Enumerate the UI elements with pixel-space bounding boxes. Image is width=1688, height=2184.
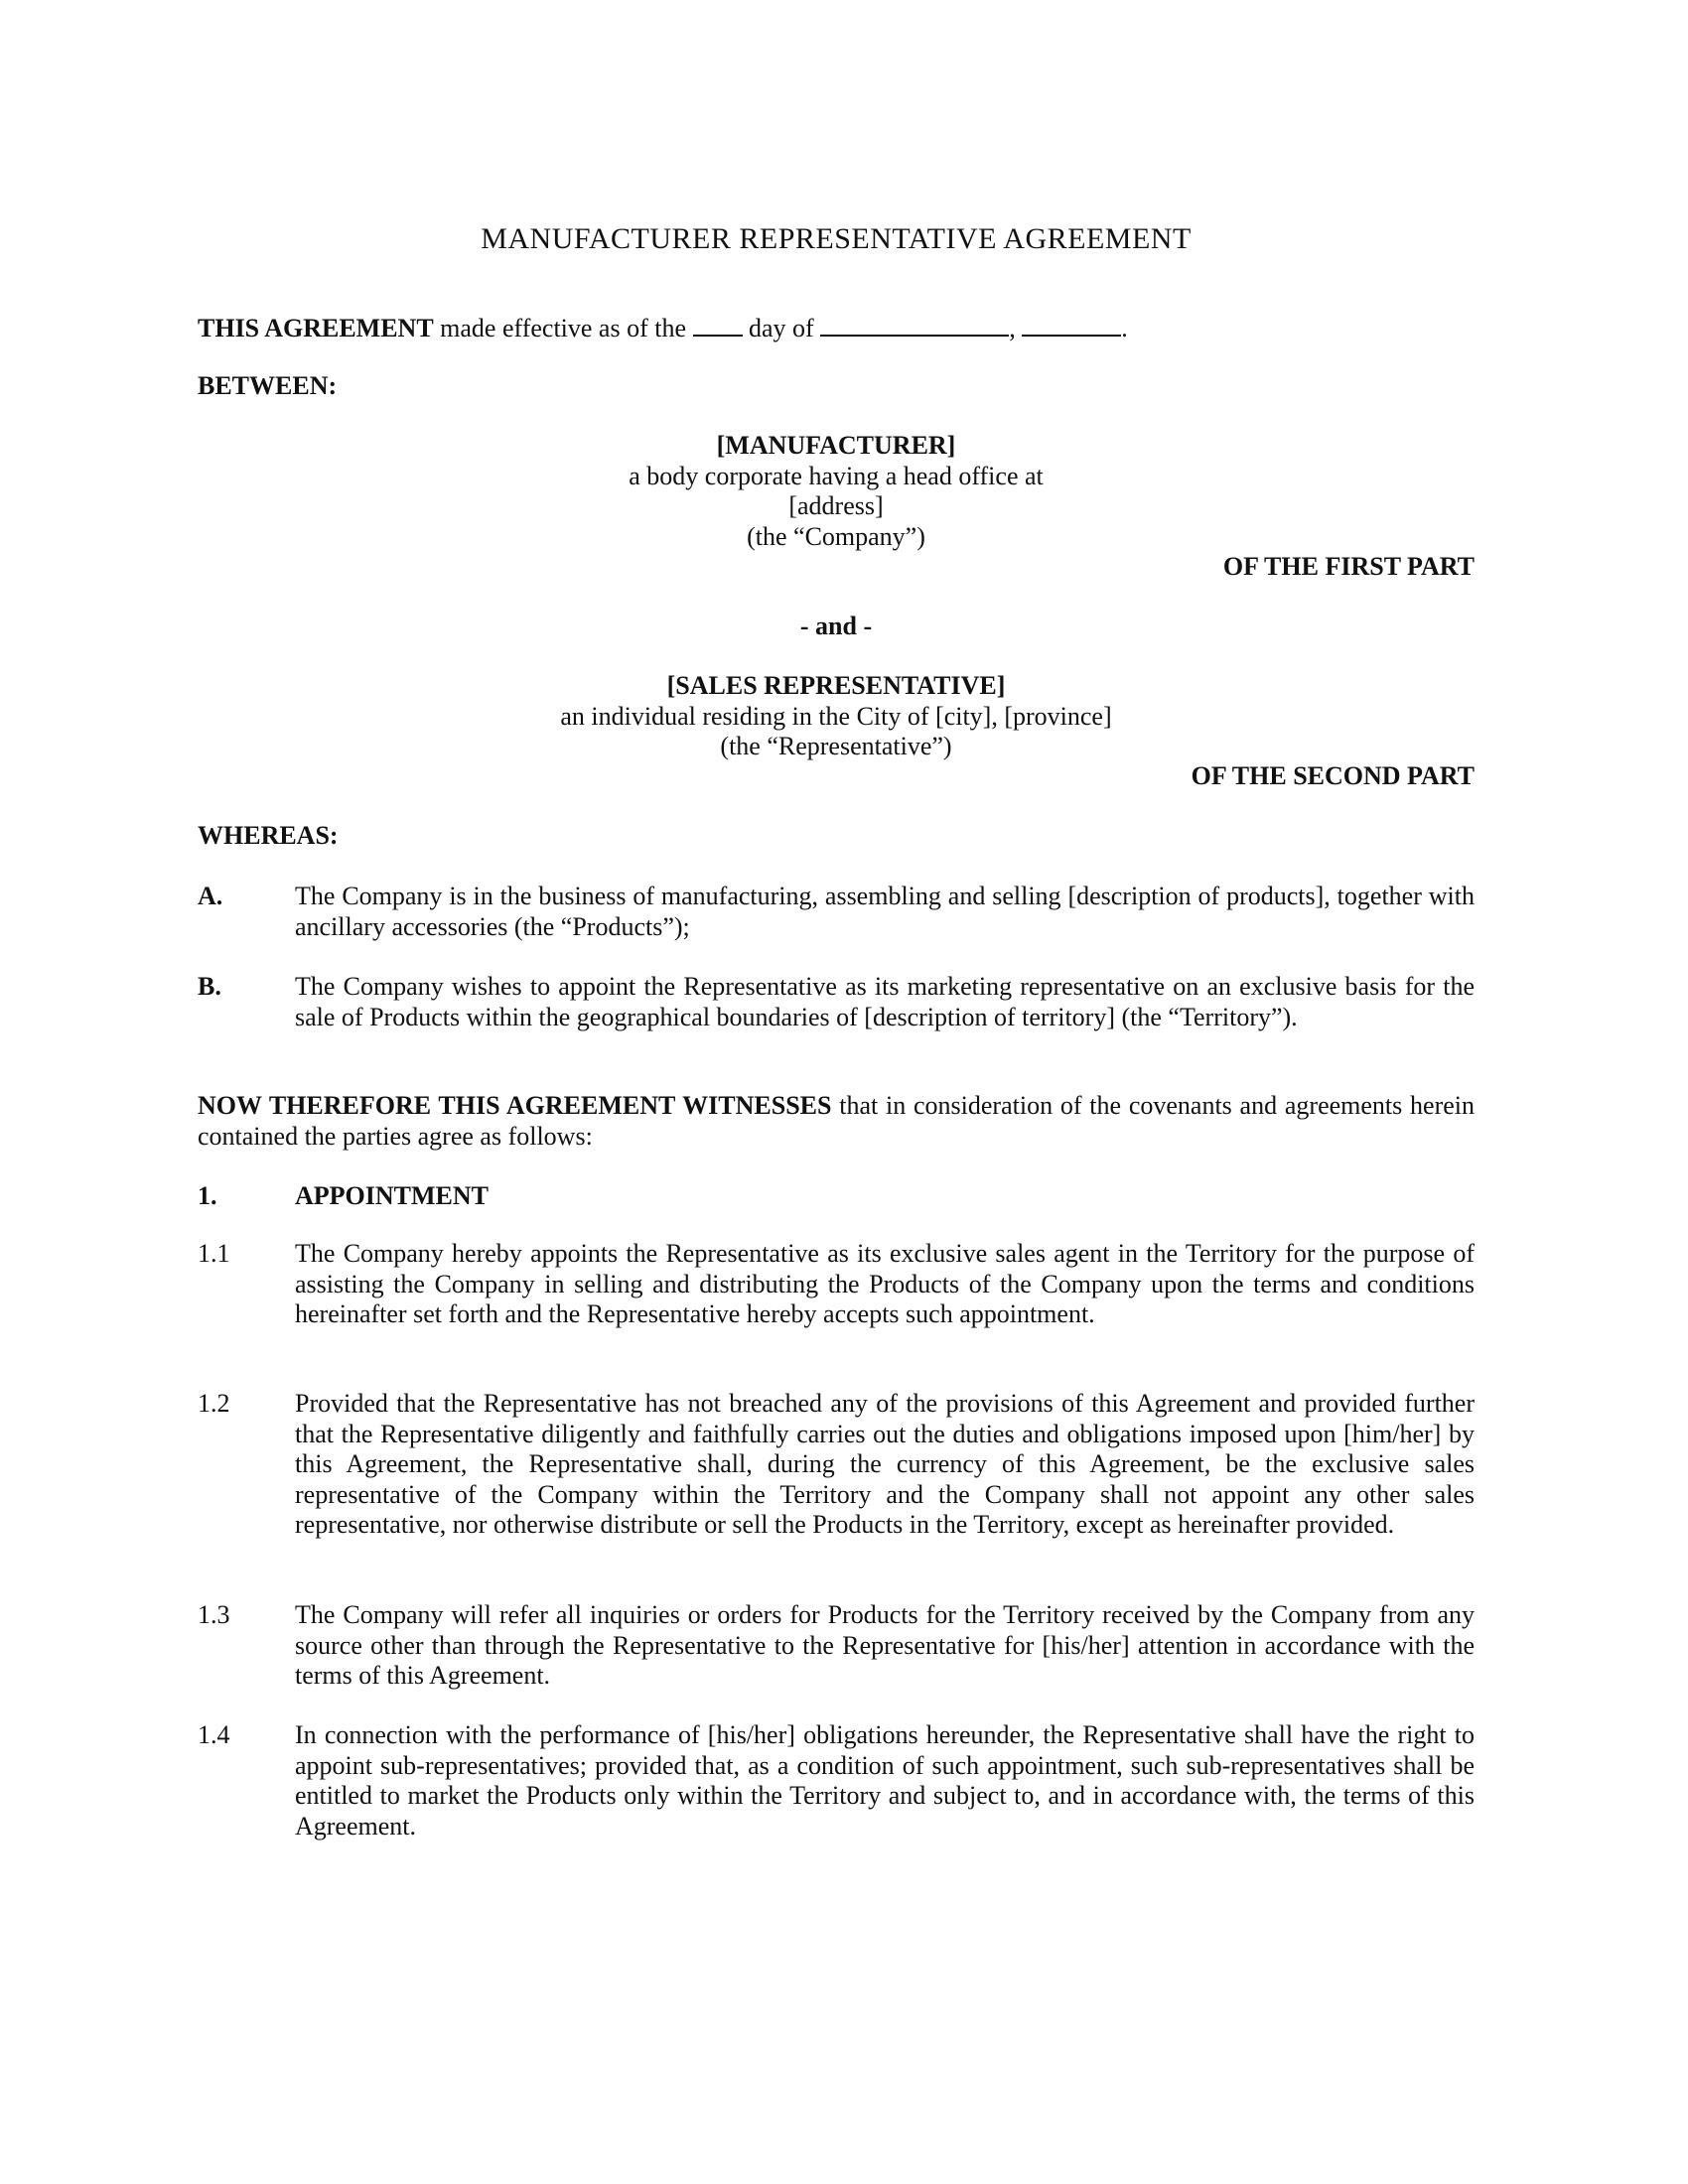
intro-period: . (1121, 314, 1128, 342)
witness-text: that in consideration of the covenants and agreements herein contained the parties agree as follows: (198, 1091, 1475, 1151)
day-blank[interactable] (693, 313, 743, 337)
recital-label: B. (198, 972, 221, 1001)
party2-line1: an individual residing in the City of [city], [province] (560, 701, 1112, 731)
and-separator: - and - (799, 612, 873, 640)
party1-line2: [address] (788, 491, 884, 520)
party2-block (198, 671, 1475, 762)
year-blank[interactable] (1022, 313, 1121, 337)
party2-line2: (the “Representative”) (720, 732, 952, 760)
clause-text: Provided that the Representative has not breached any of the provisions of this Agreement and provided further that the Representative diligently and faithfully carries out the duties and obligations imposed upon [him/her] by this Agreement, the Representative shall, during the currency of this Agreement, be the exclusive sales representative of the Company within the Territory and the Company shall not appoint any other sales representative, nor otherwise distribute or sell the Products in the Territory, except as hereinafter provided. (295, 1389, 1475, 1539)
recital-label: A. (198, 882, 223, 910)
clause-text: The Company will refer all inquiries or orders for Products for the Territory received by the Company from any source other than through the Representative to the Representative for [his/her] attention in accordance with the terms of this Agreement. (295, 1600, 1475, 1690)
month-blank[interactable] (820, 313, 1009, 337)
whereas-label: WHEREAS: (198, 821, 339, 850)
party1-name: [MANUFACTURER] (716, 431, 956, 460)
recital-text: The Company wishes to appoint the Representative as its marketing representative on an exclusive basis for the sale of Products within the geographical boundaries of [description of territory] (the “Territory”). (295, 972, 1475, 1031)
party1-part: OF THE FIRST PART (1222, 552, 1475, 581)
witness-paragraph (198, 1091, 1475, 1152)
party2-name: [SALES REPRESENTATIVE] (666, 671, 1006, 700)
intro-comma: , (1009, 314, 1016, 342)
witness-bold: NOW THEREFORE THIS AGREEMENT WITNESSES (198, 1091, 832, 1120)
party1-line1: a body corporate having a head office at (629, 461, 1044, 490)
intro-day-of: day of (749, 314, 814, 342)
clause-number: 1.4 (198, 1720, 230, 1749)
intro-line (198, 313, 1475, 344)
clause-number: 1.2 (198, 1389, 230, 1418)
intro-text: made effective as of the (440, 314, 687, 342)
document-title: MANUFACTURER REPRESENTATIVE AGREEMENT (481, 222, 1192, 255)
intro-bold: THIS AGREEMENT (198, 314, 434, 342)
party1-line3: (the “Company”) (747, 521, 925, 551)
clause-number: 1.1 (198, 1239, 230, 1268)
section-heading: APPOINTMENT (295, 1181, 489, 1210)
between-label: BETWEEN: (198, 371, 338, 400)
clause-text: In connection with the performance of [his/her] obligations hereunder, the Representative shall have the right to appoint sub-representatives; provided that, as a condition of such appointment, such sub-representatives shall be entitled to market the Products only within the Territory and subject to, and in accordance with, the terms of this Agreement. (295, 1720, 1475, 1841)
party1-block (198, 431, 1475, 552)
recital-text: The Company is in the business of manufacturing, assembling and selling [description of products], together with ancillary accessories (the “Products”); (295, 882, 1475, 941)
party2-part: OF THE SECOND PART (1191, 761, 1475, 790)
clause-number: 1.3 (198, 1600, 230, 1629)
section-number: 1. (198, 1181, 217, 1210)
clause-text: The Company hereby appoints the Representative as its exclusive sales agent in the Territory for the purpose of assisting the Company in selling and distributing the Products of the Company upon the terms and conditions hereinafter set forth and the Representative hereby accepts such appointment. (295, 1239, 1475, 1328)
